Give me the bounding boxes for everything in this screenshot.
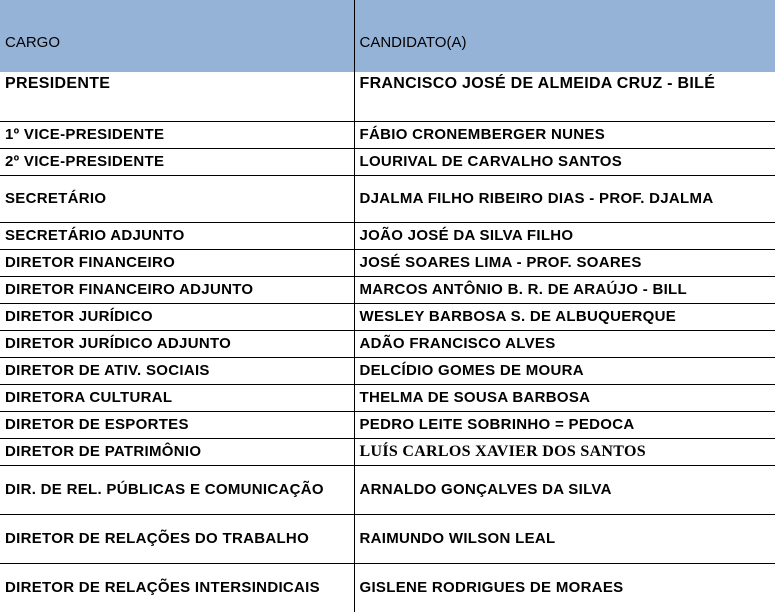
table-row — [0, 148, 775, 175]
candidato-cell: PEDRO LEITE SOBRINHO = PEDOCA — [354, 411, 775, 438]
candidato-cell: DELCÍDIO GOMES DE MOURA — [354, 357, 775, 384]
candidato-cell: JOÃO JOSÉ DA SILVA FILHO — [354, 222, 775, 249]
candidato-cell: ADÃO FRANCISCO ALVES — [354, 330, 775, 357]
table-row — [0, 465, 775, 514]
cargo-cell: 1º VICE-PRESIDENTE — [0, 121, 354, 148]
cargo-cell: SECRETÁRIO ADJUNTO — [0, 222, 354, 249]
cargo-cell: DIRETOR DE ESPORTES — [0, 411, 354, 438]
candidato-cell: MARCOS ANTÔNIO B. R. DE ARAÚJO - BILL — [354, 276, 775, 303]
table-row — [0, 121, 775, 148]
candidato-cell: GISLENE RODRIGUES DE MORAES — [354, 563, 775, 612]
cargo-cell: DIRETOR DE RELAÇÕES INTERSINDICAIS — [5, 579, 320, 597]
candidato-cell: FÁBIO CRONEMBERGER NUNES — [354, 121, 775, 148]
table-row — [0, 438, 775, 465]
table-row — [0, 303, 775, 330]
table-row — [0, 175, 775, 222]
candidato-cell: THELMA DE SOUSA BARBOSA — [354, 384, 775, 411]
table-row — [0, 330, 775, 357]
cargo-cell: DIRETOR DE PATRIMÔNIO — [0, 438, 354, 465]
cargo-cell: DIRETOR JURÍDICO ADJUNTO — [0, 330, 354, 357]
candidato-cell: FRANCISCO JOSÉ DE ALMEIDA CRUZ - BILÉ — [354, 72, 775, 121]
candidato-cell: WESLEY BARBOSA S. DE ALBUQUERQUE — [354, 303, 775, 330]
candidato-cell: JOSÉ SOARES LIMA - PROF. SOARES — [354, 249, 775, 276]
table-row — [0, 276, 775, 303]
table-row — [0, 384, 775, 411]
cargo-cell: DIRETOR JURÍDICO — [0, 303, 354, 330]
cargo-cell: DIRETOR DE RELAÇÕES DO TRABALHO — [0, 514, 354, 563]
candidato-cell: ARNALDO GONÇALVES DA SILVA — [354, 465, 775, 514]
cargo-cell: DIRETOR DE ATIV. SOCIAIS — [0, 357, 354, 384]
header-cargo: CARGO — [0, 0, 354, 72]
table-row — [0, 249, 775, 276]
cargo-cell: DIRETOR FINANCEIRO ADJUNTO — [0, 276, 354, 303]
header-candidato: CANDIDATO(A) — [354, 0, 775, 72]
candidato-cell: LOURIVAL DE CARVALHO SANTOS — [354, 148, 775, 175]
candidato-cell: LUÍS CARLOS XAVIER DOS SANTOS — [354, 438, 775, 465]
table-row — [0, 514, 775, 563]
candidato-cell: RAIMUNDO WILSON LEAL — [354, 514, 775, 563]
cargo-cell: DIRETOR FINANCEIRO — [0, 249, 354, 276]
cargo-cell: DIR. DE REL. PÚBLICAS E COMUNICAÇÃO — [0, 465, 354, 514]
cargo-cell: DIRETORA CULTURAL — [0, 384, 354, 411]
table-row — [0, 222, 775, 249]
table-row — [0, 563, 775, 612]
table-row — [0, 411, 775, 438]
table-row — [0, 72, 775, 121]
table-row — [0, 357, 775, 384]
cargo-cell: SECRETÁRIO — [0, 175, 354, 222]
table-header-row — [0, 0, 775, 72]
cargo-cell: 2º VICE-PRESIDENTE — [0, 148, 354, 175]
cargo-cell: PRESIDENTE — [0, 72, 354, 121]
candidato-cell: DJALMA FILHO RIBEIRO DIAS - PROF. DJALMA — [354, 175, 775, 222]
